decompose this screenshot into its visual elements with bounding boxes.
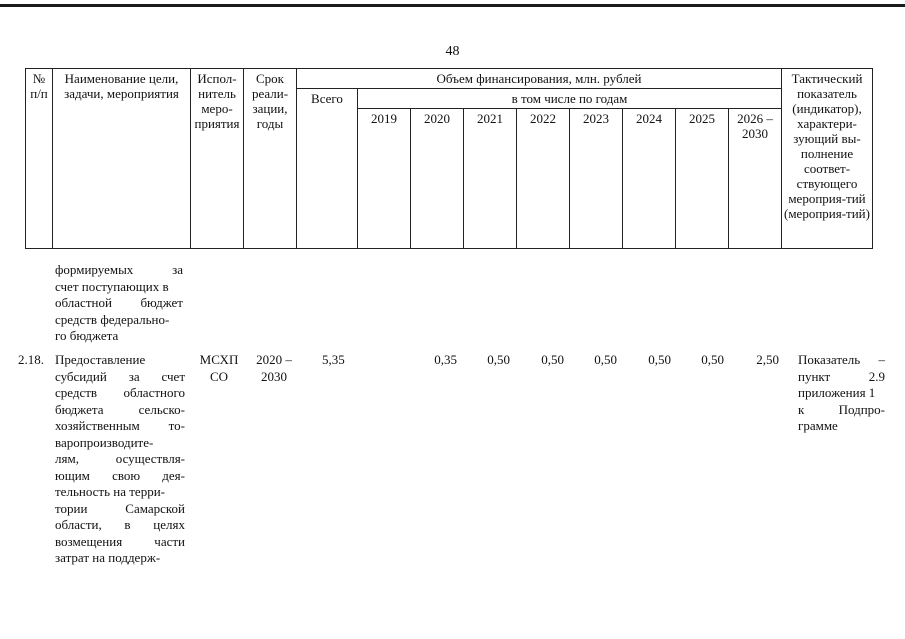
header-year: 2023 (570, 109, 623, 249)
financing-table-header (25, 68, 873, 249)
text-line: пункт 2.9 (798, 368, 885, 384)
year-amount: 0,50 (541, 352, 564, 367)
executor (192, 352, 246, 385)
header-executor: Испол-нитель меро-приятия (191, 69, 244, 249)
text-line: 2020 – (256, 352, 292, 367)
page-number: 48 (445, 44, 460, 59)
header-year: 2024 (623, 109, 676, 249)
year-amount: 0,35 (434, 352, 457, 367)
total-amount: 5,35 (322, 352, 345, 367)
text-line: хозяйственным то- (55, 418, 185, 433)
text-line: областной бюджет (55, 295, 183, 310)
header-number: № п/п (26, 69, 53, 249)
indicator (798, 352, 885, 435)
term (247, 352, 301, 385)
row-number: 2.18. (18, 352, 44, 367)
text-line: субсидий за счет (55, 368, 185, 384)
header-year: 2026 – 2030 (729, 109, 782, 249)
text-line: СО (209, 368, 229, 384)
text-line: го бюджета (55, 328, 119, 343)
text-line: средств федерально- (55, 311, 170, 327)
text-line: возмещения части (55, 533, 185, 549)
page-top-border (0, 4, 905, 7)
header-term: Срок реали-зации, годы (244, 69, 297, 249)
header-by-years: в том числе по годам (358, 89, 782, 109)
text-line: грамме (798, 418, 838, 433)
text-line: МСХП (199, 352, 239, 367)
year-amount: 0,50 (701, 352, 724, 367)
measure-name (55, 352, 185, 567)
text-line: к Подпро- (798, 401, 885, 417)
year-amount: 0,50 (594, 352, 617, 367)
header-year: 2020 (411, 109, 464, 249)
text-line: ющим свою дея- (55, 467, 185, 483)
text-line: Предоставление (55, 352, 146, 367)
continuation-text (55, 262, 183, 345)
text-line: тории Самарской (55, 500, 185, 516)
year-amount: 0,50 (648, 352, 671, 367)
year-amount: 0,50 (487, 352, 510, 367)
header-name: Наименование цели, задачи, мероприятия (53, 69, 191, 249)
year-amount: 2,50 (756, 352, 779, 367)
text-line: области, в целях (55, 517, 185, 532)
header-total: Всего (297, 89, 358, 249)
text-line: варопроизводите- (55, 434, 154, 450)
text-line: формируемых за (55, 262, 183, 277)
text-line: затрат на поддерж- (55, 550, 161, 565)
text-line: лям, осуществля- (55, 451, 185, 466)
header-year: 2022 (517, 109, 570, 249)
text-line: средств областного (55, 385, 185, 400)
text-line: счет поступающих в (55, 278, 169, 294)
header-indicator: Тактический показатель (индикатор), характери-зующий вы-полнение соответ-ствующего мероприя-тий (мероприя-тий) (782, 69, 873, 249)
header-year: 2025 (676, 109, 729, 249)
text-line: бюджета сельско- (55, 401, 185, 417)
header-funding: Объем финансирования, млн. рублей (297, 69, 782, 89)
text-line: 2030 (261, 368, 287, 384)
header-year: 2019 (358, 109, 411, 249)
text-line: тельность на терри- (55, 484, 165, 499)
header-year: 2021 (464, 109, 517, 249)
text-line: Показатель – (798, 352, 885, 367)
text-line: приложения 1 (798, 385, 876, 400)
